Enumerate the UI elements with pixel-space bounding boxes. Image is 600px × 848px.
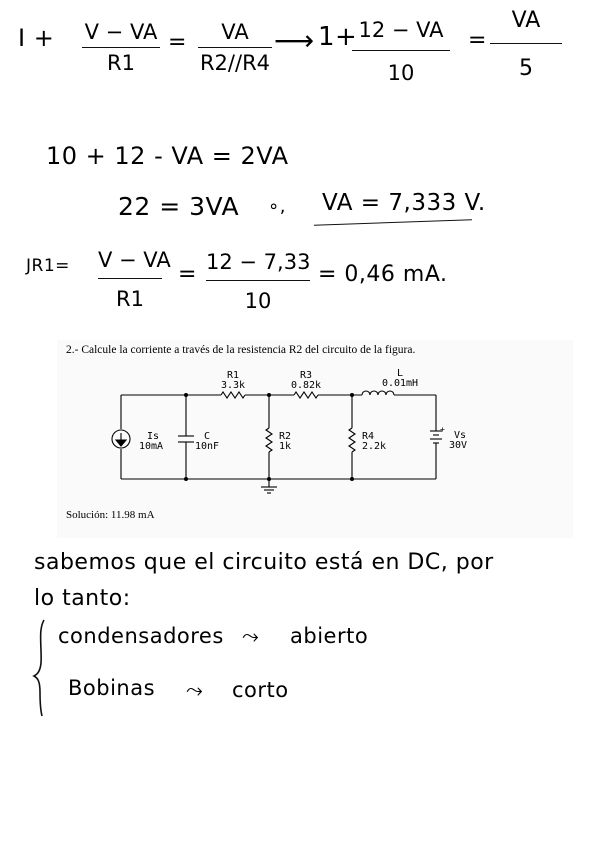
eq1-f3-numerator: 12 − VA — [358, 18, 444, 42]
c-value: 10nF — [195, 441, 220, 452]
eq4-result: = 0,46 mA. — [318, 262, 448, 287]
item1-right: abierto — [290, 624, 369, 648]
eq1-f4-denominator: 5 — [519, 56, 533, 81]
eq4-f2-numerator: 12 − 7,33 — [206, 250, 311, 274]
eq1-f2-numerator: VA — [221, 20, 249, 44]
r3-value: 0.82k — [290, 380, 322, 391]
eq1-f3-denominator: 10 — [387, 61, 415, 85]
eq4-f1-denominator: R1 — [116, 287, 144, 311]
eq4-lhs: JR1= — [26, 256, 70, 276]
eq1-fraction-1 — [82, 20, 160, 75]
eq1-lhs-i: I + — [18, 24, 55, 52]
r1-name: R1 — [226, 370, 240, 381]
item2-right: corto — [232, 678, 289, 702]
eq1-equals: = — [168, 30, 187, 55]
l-name: L — [396, 368, 404, 379]
eq1-f3-bar — [352, 50, 450, 51]
item1-arrow-icon: ⤳ — [242, 624, 260, 648]
eq4-fraction-2 — [206, 250, 310, 313]
is-value: 10mA — [139, 441, 164, 452]
eq1-f2-bar — [198, 47, 272, 48]
eq1-fraction-3 — [352, 18, 450, 85]
eq4-f2-bar — [206, 280, 310, 281]
eq1-one-plus: 1+ — [318, 22, 358, 52]
r4-value: 2.2k — [362, 441, 387, 452]
notes-line-2: lo tanto: — [34, 586, 131, 611]
problem-solution: Solución: 11.98 mA — [66, 509, 155, 521]
eq1-equals-2: = — [468, 28, 487, 53]
eq1-f1-denominator: R1 — [107, 51, 135, 75]
notes-line-1: sabemos que el circuito está en DC, por — [34, 550, 494, 575]
r2-value: 1k — [279, 441, 292, 452]
r1-value: 3.3k — [220, 380, 246, 391]
r2-name: R2 — [279, 431, 292, 442]
vs-name: Vs — [454, 430, 467, 441]
eq1-f1-numerator: V − VA — [84, 20, 158, 44]
vs-value: 30V — [449, 440, 468, 451]
eq3-underline — [314, 219, 472, 226]
eq1-f1-bar — [82, 47, 160, 48]
eq4-f2-denominator: 10 — [244, 289, 272, 313]
eq4-equals: = — [178, 262, 197, 287]
eq4-f1-numerator: V − VA — [98, 248, 171, 272]
eq3-separator: ∘, — [268, 196, 286, 217]
problem-snippet — [57, 340, 573, 538]
eq1-fraction-2 — [198, 20, 272, 75]
problem-statement: 2.- Calcule la corriente a través de la resistencia R2 del circuito de la figura. — [66, 344, 416, 356]
is-name: Is — [147, 431, 160, 442]
eq4-f1-bar — [98, 278, 162, 279]
eq1-f2-denominator: R2//R4 — [199, 51, 271, 75]
eq3-result: VA = 7,333 V. — [322, 190, 486, 216]
eq1-f4-bar — [490, 43, 562, 44]
item2-arrow-icon: ⤳ — [186, 678, 204, 702]
eq3-lhs: 22 = 3VA — [118, 192, 240, 221]
r3-name: R3 — [299, 370, 313, 381]
eq1-f4-numerator: VA — [511, 8, 541, 33]
vs-plus: + — [440, 425, 445, 434]
c-name: C — [204, 431, 211, 442]
eq2-text: 10 + 12 - VA = 2VA — [46, 142, 289, 170]
l-value: 0.01mH — [381, 378, 419, 389]
left-brace-icon — [32, 618, 52, 718]
r4-name: R4 — [362, 431, 375, 442]
eq1-arrow-icon: ⟶ — [274, 24, 315, 57]
eq1-fraction-4 — [490, 8, 562, 81]
eq4-fraction-1 — [98, 248, 171, 311]
item1-left: condensadores — [58, 624, 224, 648]
item2-left: Bobinas — [68, 676, 156, 700]
